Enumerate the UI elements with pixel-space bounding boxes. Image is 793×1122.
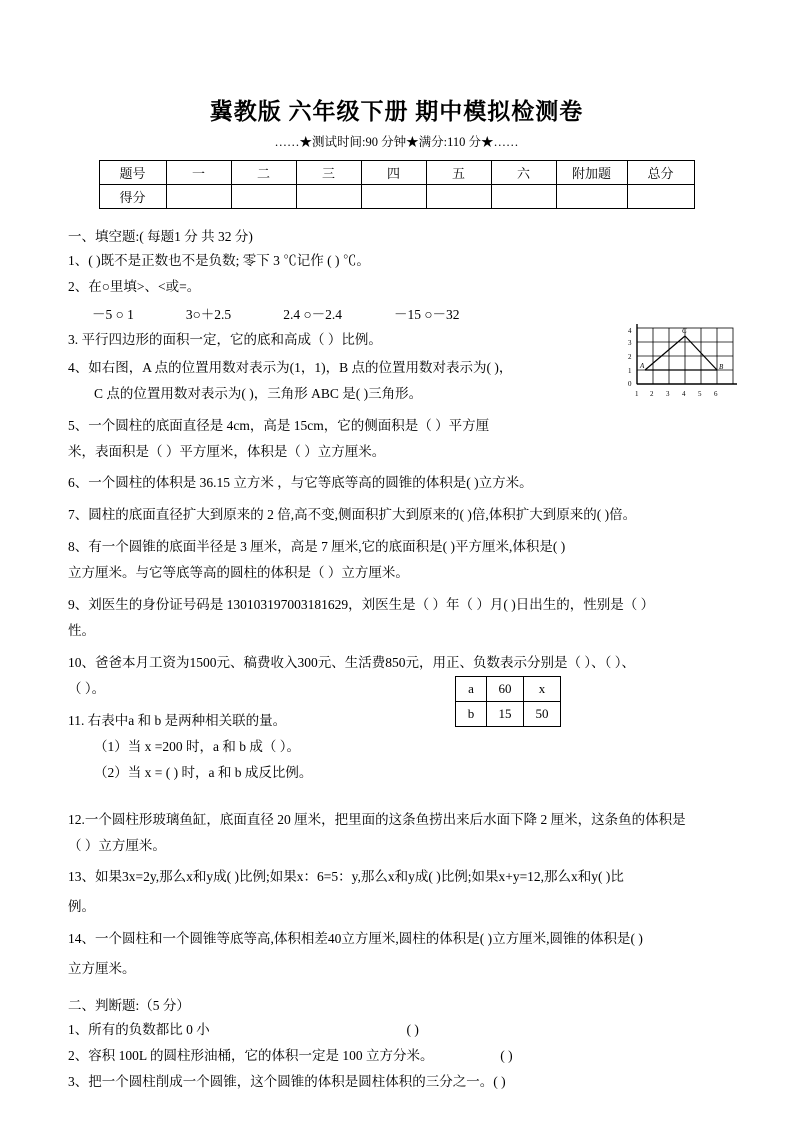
question-1-8-line-2: 立方厘米。与它等底等高的圆柱的体积是（ ）立方厘米。 (68, 565, 409, 581)
svg-text:1: 1 (635, 390, 639, 398)
table-row (456, 677, 561, 702)
question-1-2-items (92, 303, 725, 323)
question-1-12-line-2: （ ）立方厘米。 (68, 837, 166, 853)
question-2-2 (68, 1046, 725, 1067)
question-1-9-line-1: 9、刘医生的身份证号码是 130103197003181629，刘医生是（ ）年（ ）月( )日出生的，性别是（ ） (68, 597, 655, 613)
score-table-cell: 附加题 (556, 161, 627, 185)
question-2-1-blank: ( ) (406, 1022, 419, 1038)
svg-text:5: 5 (698, 390, 702, 398)
question-1-10-line-1: 10、爸爸本月工资为1500元、稿费收入300元、生活费850元，用正、负数表示分别是（ ）、（ ）、 (68, 654, 635, 670)
coordinate-grid-figure (619, 322, 739, 408)
score-table-cell (361, 185, 426, 209)
score-table-cell: 总分 (627, 161, 694, 185)
question-1-13-line-1: 13、如果3x=2y,那么x和y成( )比例;如果x：6=5：y,那么x和y成( )比例;如果x+y=12,那么x和y( )比 (68, 869, 624, 885)
ab-relation-table (455, 676, 561, 727)
svg-text:4: 4 (628, 327, 632, 335)
score-table-cell: 题号 (99, 161, 166, 185)
ab-table-cell: 15 (487, 702, 524, 727)
ab-table-cell: 50 (524, 702, 561, 727)
ab-table-cell: b (456, 702, 487, 727)
ab-table-cell: 60 (487, 677, 524, 702)
score-table-cell (627, 185, 694, 209)
question-1-6: 6、一个圆柱的体积是 36.15 立方米 ，与它等底等高的圆锥的体积是( )立方米。 (68, 475, 533, 491)
question-1-2: 2、在○里填>、<或=。 (68, 278, 201, 294)
score-table (99, 160, 695, 209)
section-1-heading: 一、填空题:( 每题1 分 共 32 分) (68, 229, 253, 244)
point-label-c: C (682, 327, 687, 335)
question-2-1 (68, 1020, 725, 1041)
score-table-cell: 二 (231, 161, 296, 185)
point-label-b: B (719, 363, 724, 371)
score-table-cell (556, 185, 627, 209)
question-1-8-line-1: 8、有一个圆锥的底面半径是 3 厘米，高是 7 厘米,它的底面积是( )平方厘米,体积是( ) (68, 539, 566, 555)
compare-item: －15 ○－32 (393, 306, 460, 322)
score-table-cell: 得分 (99, 185, 166, 209)
compare-item: －5 ○ 1 (92, 306, 134, 322)
svg-text:3: 3 (666, 390, 670, 398)
svg-text:2: 2 (628, 353, 632, 361)
question-2-2-text: 2、容积 100L 的圆柱形油桶，它的体积一定是 100 立方分米。 (68, 1048, 434, 1064)
question-2-2-blank: ( ) (500, 1048, 513, 1064)
question-1-14-line-1: 14、一个圆柱和一个圆锥等底等高,体积相差40立方厘米,圆柱的体积是( )立方厘米,圆锥的体积是( ) (68, 931, 643, 947)
exam-subtitle: ……★测试时间:90 分钟★满分:110 分★…… (274, 135, 519, 149)
question-1-7: 7、圆柱的底面直径扩大到原来的 2 倍,高不变,侧面积扩大到原来的( )倍,体积扩大到原来的( )倍。 (68, 507, 637, 523)
question-1-11 (68, 711, 725, 784)
compare-item: 3○＋2.5 (185, 306, 232, 322)
svg-text:6: 6 (714, 390, 718, 398)
question-1-11-line-2: （1）当 x =200 时，a 和 b 成（ ）。 (94, 738, 300, 754)
svg-text:2: 2 (650, 390, 654, 398)
section-2-heading: 二、判断题:（5 分） (68, 998, 190, 1014)
question-1-10-line-2: （ ）。 (68, 680, 106, 696)
svg-text:1: 1 (628, 367, 632, 375)
score-table-cell (491, 185, 556, 209)
question-1-5-line-1: 5、一个圆柱的底面直径是 4cm，高是 15cm，它的侧面积是（ ）平方厘 (68, 417, 490, 433)
ab-table-cell: x (524, 677, 561, 702)
question-1-11-line-1: 11. 右表中a 和 b 是两种相关联的量。 (68, 712, 287, 728)
score-table-cell (166, 185, 231, 209)
svg-text:0: 0 (628, 380, 632, 388)
coordinate-grid-svg (619, 322, 739, 408)
question-1-11-line-3: （2）当 x = ( ) 时，a 和 b 成反比例。 (94, 764, 313, 780)
table-row (99, 185, 694, 209)
question-1-5-line-2: 米，表面积是（ ）平方厘米，体积是（ ）立方厘米。 (68, 443, 386, 459)
question-1-14-line-2: 立方厘米。 (68, 961, 136, 977)
table-row (99, 161, 694, 185)
svg-text:3: 3 (628, 339, 632, 347)
score-table-cell: 三 (296, 161, 361, 185)
ab-table-cell: a (456, 677, 487, 702)
score-table-cell (426, 185, 491, 209)
svg-text:4: 4 (682, 390, 686, 398)
question-1-4-line-2: C 点的位置用数对表示为( )，三角形 ABC 是( )三角形。 (94, 385, 423, 401)
question-1-13-line-2: 例。 (68, 899, 95, 915)
question-1-9-line-2: 性。 (68, 623, 95, 639)
score-table-cell (296, 185, 361, 209)
question-2-1-text: 1、所有的负数都比 0 小 (68, 1022, 210, 1038)
question-1-4-line-1: 4、如右图，A 点的位置用数对表示为(1，1)，B 点的位置用数对表示为( )， (68, 359, 513, 375)
table-row (456, 702, 561, 727)
question-1-12-line-1: 12.一个圆柱形玻璃鱼缸，底面直径 20 厘米，把里面的这条鱼捞出来后水面下降 2 厘米，这条鱼的体积是 (68, 811, 686, 827)
question-2-3: 3、把一个圆柱削成一个圆锥，这个圆锥的体积是圆柱体积的三分之一。( ) (68, 1073, 506, 1089)
score-table-cell: 一 (166, 161, 231, 185)
score-table-cell: 五 (426, 161, 491, 185)
score-table-cell: 四 (361, 161, 426, 185)
point-label-a: A (640, 362, 645, 370)
page-title: 冀教版 六年级下册 期中模拟检测卷 (209, 99, 584, 124)
question-1-3: 3. 平行四边形的面积一定，它的底和高成（ ）比例。 (68, 331, 382, 347)
score-table-cell: 六 (491, 161, 556, 185)
compare-item: 2.4 ○－2.4 (283, 306, 342, 322)
score-table-cell (231, 185, 296, 209)
question-1-1: 1、( )既不是正数也不是负数; 零下 3 ℃记作 ( ) ℃。 (68, 253, 370, 268)
